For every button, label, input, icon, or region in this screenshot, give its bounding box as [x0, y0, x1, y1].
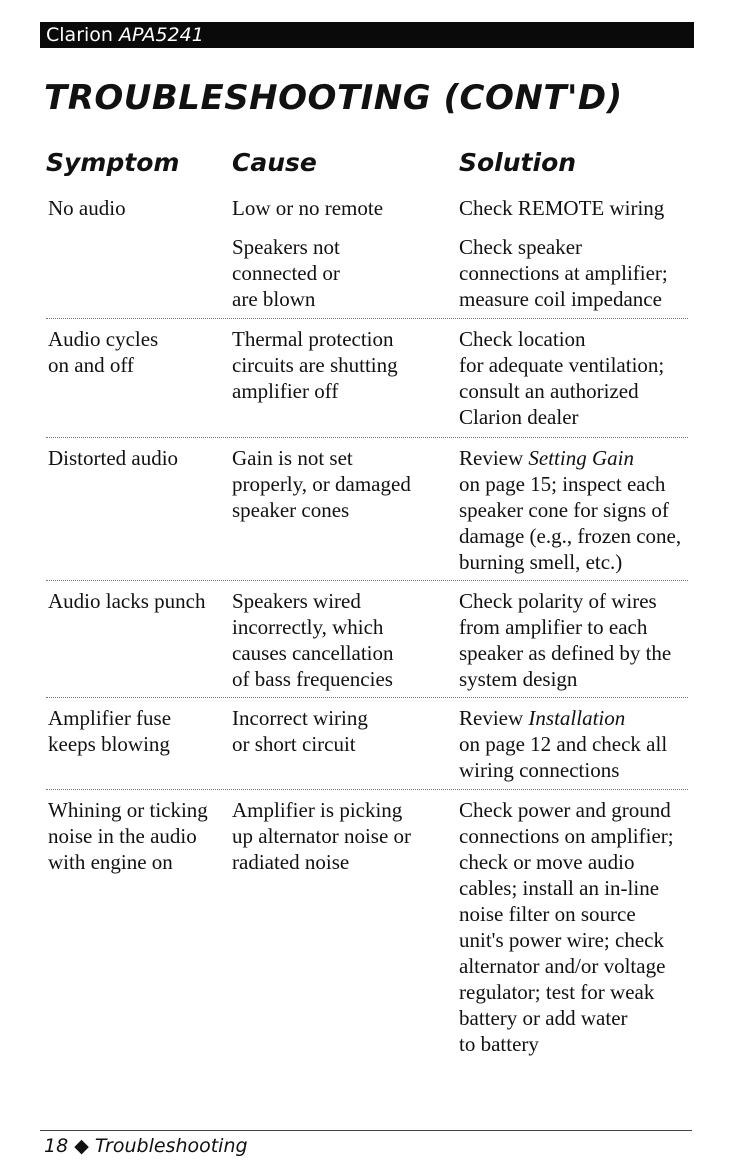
solution-prefix: Review — [459, 706, 529, 730]
page-title: TROUBLESHOOTING (CONT'D) — [44, 78, 623, 118]
symptom-cell: Amplifier fuse keeps blowing — [48, 706, 172, 756]
installation-reference: Installation — [528, 706, 626, 730]
cause-cell: Amplifier is picking up alternator noise or radiated noise — [232, 798, 412, 874]
solution-text: on page 12 and check all wiring connections — [459, 732, 668, 782]
brand-name: Clarion — [46, 24, 113, 46]
solution-cell: Check REMOTE wiring — [459, 196, 665, 220]
cause-cell: Speakers wired incorrectly, which causes cancellation of bass frequencies — [232, 589, 394, 691]
solution-cell: Check power and ground connections on amplifier; check or move audio cables; install an in-line noise filter on source unit's power wire; check alternator and/or voltage regulator; test for weak battery or add water to battery — [459, 798, 674, 1056]
cause-cell: Incorrect wiring or short circuit — [232, 706, 368, 756]
cause-cell: Thermal protection circuits are shutting amplifier off — [232, 327, 398, 403]
cause-cell: Gain is not set properly, or damaged speaker cones — [232, 446, 411, 522]
row-divider — [46, 318, 688, 319]
row-divider — [46, 437, 688, 438]
solution-cell — [459, 445, 691, 575]
page-number: 18 — [44, 1135, 69, 1157]
column-header-symptom: Symptom — [46, 148, 180, 177]
solution-cell: Check speaker connections at amplifier; measure coil impedance — [459, 235, 668, 311]
solution-cell: Check location for adequate ventilation; consult an authorized Clarion dealer — [459, 327, 665, 429]
solution-text: on page 15; inspect each speaker cone for signs of damage (e.g., frozen cone, burning smell, etc.) — [459, 472, 682, 574]
model-number: APA5241 — [118, 24, 204, 46]
solution-cell: Check polarity of wires from amplifier to each speaker as defined by the system design — [459, 589, 672, 691]
column-header-cause: Cause — [232, 148, 317, 177]
solution-prefix: Review — [459, 446, 529, 470]
page-footer — [44, 1135, 248, 1157]
cause-cell: Speakers not connected or are blown — [232, 235, 340, 311]
symptom-cell: Audio lacks punch — [48, 589, 206, 613]
symptom-cell: Distorted audio — [48, 446, 179, 470]
solution-cell — [459, 705, 691, 783]
symptom-cell: No audio — [48, 196, 126, 220]
symptom-cell: Whining or ticking noise in the audio with engine on — [48, 798, 208, 874]
header-bar — [40, 22, 694, 48]
row-divider — [46, 789, 688, 790]
column-header-solution: Solution — [459, 148, 577, 177]
footer-section: Troubleshooting — [94, 1135, 248, 1157]
footer-rule — [40, 1130, 692, 1131]
header-text — [46, 23, 204, 47]
symptom-cell: Audio cycles on and off — [48, 327, 159, 377]
setting-gain-reference: Setting Gain — [528, 446, 634, 470]
row-divider — [46, 697, 688, 698]
row-divider — [46, 580, 688, 581]
cause-cell: Low or no remote — [232, 196, 384, 220]
diamond-separator-icon: ◆ — [74, 1135, 89, 1157]
